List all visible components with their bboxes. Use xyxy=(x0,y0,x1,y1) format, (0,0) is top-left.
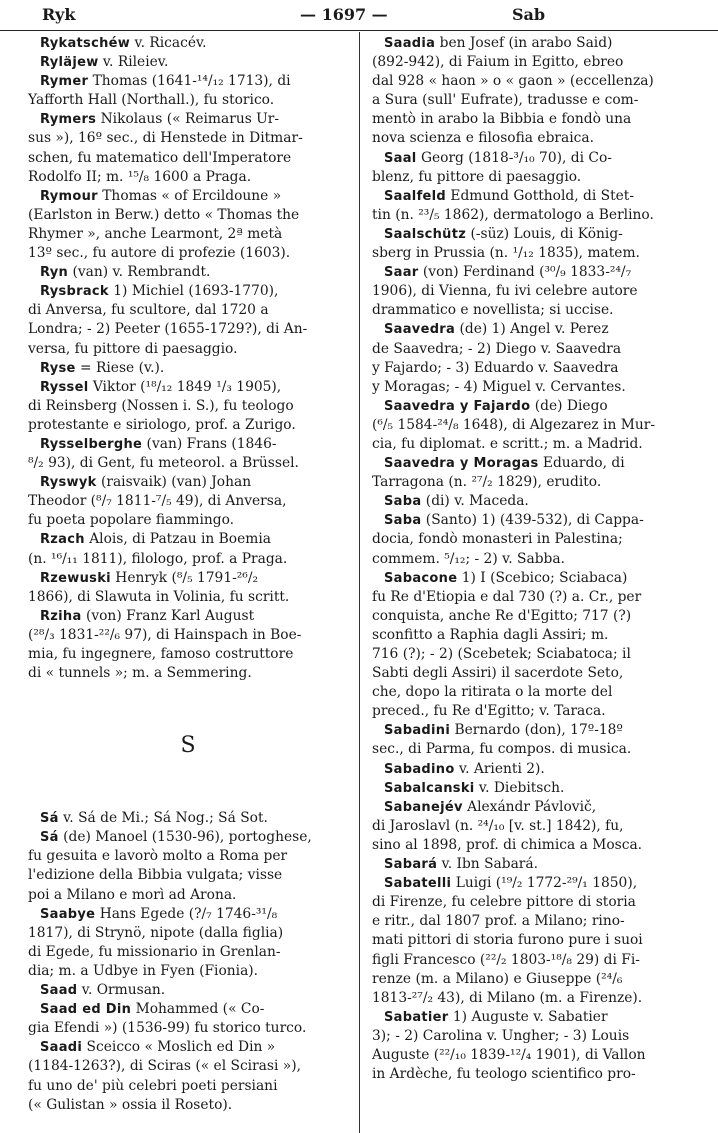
entry-text: sino al 1898, prof. di chimica a Mosca. xyxy=(372,836,643,853)
entry-line xyxy=(28,550,348,569)
entry-headword: Ryläjew xyxy=(40,55,99,71)
entry-line xyxy=(40,473,348,492)
entry-line xyxy=(372,607,700,626)
entry-text: Alois, di Patzau in Boemia xyxy=(84,531,271,548)
section-letter: S xyxy=(180,733,196,759)
entry-text: sus »), 16º sec., di Henstede in Ditmar- xyxy=(28,130,303,147)
entry-headword: Rzach xyxy=(40,532,85,548)
entry-line xyxy=(384,225,700,244)
entry-line xyxy=(40,828,348,847)
entry-line xyxy=(372,1046,700,1065)
entry-text: fu uno de' più celebri poeti persiani xyxy=(28,1077,278,1094)
entry-line xyxy=(372,359,700,378)
entry-line xyxy=(372,702,700,721)
entry-line xyxy=(40,1038,348,1057)
left-entries-top xyxy=(28,34,348,683)
entry-line xyxy=(372,893,700,912)
entry-line xyxy=(28,454,348,473)
entry-text: mentò in arabo la Bibbia e fondò una xyxy=(372,111,632,128)
entry-text: renze (m. a Milano) e Giuseppe (²⁴/₆ xyxy=(372,970,623,987)
entry-text: di « tunnels »; m. a Semmering. xyxy=(28,665,252,682)
dictionary-entry xyxy=(28,905,348,981)
entry-line xyxy=(372,989,700,1008)
entry-text: 1) Auguste v. Sabatier xyxy=(448,1008,608,1025)
entry-text: gia Efendi ») (1536-99) fu storico turco. xyxy=(28,1020,307,1037)
entry-line xyxy=(28,962,348,981)
entry-text: (Earlston in Berw.) detto « Thomas the xyxy=(28,206,300,223)
entry-line xyxy=(372,168,700,187)
entry-headword: Saadi xyxy=(40,1040,83,1056)
entry-line xyxy=(28,244,348,263)
entry-text: 3); - 2) Carolina v. Ungher; - 3) Louis xyxy=(372,1027,630,1044)
entry-headword: Sá xyxy=(40,811,59,827)
entry-line xyxy=(372,416,700,435)
entry-line xyxy=(28,1077,348,1096)
entry-text: = Riese (v.). xyxy=(75,359,165,376)
dictionary-entry xyxy=(372,187,700,225)
entry-text: (raisvaik) (van) Johan xyxy=(96,474,252,491)
entry-text: mia, fu ingegnere, famoso costruttore xyxy=(28,646,294,662)
entry-text: (1184-1263?), di Sciras (« el Scirasi »), xyxy=(28,1058,302,1075)
entry-headword: Saavedra y Fajardo xyxy=(384,398,531,414)
entry-headword: Sabará xyxy=(384,857,438,873)
entry-line xyxy=(40,110,348,129)
entry-line xyxy=(28,320,348,339)
entry-text: (de) Manoel (1530-96), portoghese, xyxy=(58,829,312,846)
entry-line xyxy=(28,847,348,866)
entry-line xyxy=(372,206,700,225)
entry-text: Alexándr Pávlovič, xyxy=(462,798,597,815)
dictionary-entry xyxy=(372,1008,700,1084)
entry-line xyxy=(372,110,700,129)
entry-line xyxy=(372,301,700,320)
entry-text: Eduardo, di xyxy=(538,455,625,472)
entry-text: Rhymer », anche Learmont, 2ª metà xyxy=(28,225,283,242)
entry-line xyxy=(28,397,348,416)
entry-text: cia, fu diplomat. e scritt.; m. a Madrid. xyxy=(372,435,643,452)
entry-line xyxy=(372,244,700,263)
entry-text: (de) Diego xyxy=(530,397,608,414)
left-column xyxy=(28,34,348,1115)
entry-line xyxy=(28,943,348,962)
entry-text: Londra; - 2) Peeter (1655-1729?), di An- xyxy=(28,321,308,338)
entry-headword: Saba xyxy=(384,513,422,529)
entry-line xyxy=(384,187,700,206)
entry-headword: Saba xyxy=(384,494,422,510)
entry-line xyxy=(28,129,348,148)
entry-text: a Sura (sull' Eufrate), tradusse e com- xyxy=(372,92,639,109)
entry-text: (« Gulistan » ossia il Roseto). xyxy=(28,1096,233,1113)
entry-line xyxy=(384,263,700,282)
entry-text: v. Rileiev. xyxy=(98,54,169,71)
entry-text: fu poeta popolare fiammingo. xyxy=(28,512,235,529)
entry-headword: Rymour xyxy=(40,188,98,204)
entry-text: Sceicco « Moslich ed Din » xyxy=(82,1039,276,1056)
entry-text: (van) Frans (1846- xyxy=(142,435,277,452)
entry-line xyxy=(372,530,700,549)
entry-text: 13º sec., fu autore di profezie (1603). xyxy=(28,245,291,262)
entry-line xyxy=(384,511,700,530)
entry-line xyxy=(384,760,700,779)
entry-headword: Rykatschéw xyxy=(40,36,131,51)
entry-line xyxy=(384,874,700,893)
entry-text: fu gesuita e lavorò molto a Roma per xyxy=(28,848,288,865)
entry-headword: Saavedra y Moragas xyxy=(384,456,539,472)
right-column xyxy=(372,34,700,1084)
dictionary-entry xyxy=(28,263,348,282)
left-entries-bottom xyxy=(28,809,348,1115)
dictionary-entry xyxy=(28,110,348,186)
entry-line xyxy=(384,397,700,416)
dictionary-entry xyxy=(372,855,700,874)
entry-text: commem. ⁵/₁₂; - 2) v. Sabba. xyxy=(372,550,565,567)
entry-text: figli Francesco (²²/₂ 1803-¹⁸/₈ 29) di Fi- xyxy=(372,951,640,968)
dictionary-entry xyxy=(372,779,700,798)
entry-headword: Saavedra xyxy=(384,322,456,338)
entry-line xyxy=(40,378,348,397)
entry-headword: Rysbrack xyxy=(40,284,109,300)
entry-headword: Saad ed Din xyxy=(40,1002,132,1018)
entry-headword: Saal xyxy=(384,150,417,166)
entry-line xyxy=(28,206,348,225)
entry-headword: Saalfeld xyxy=(384,188,446,204)
entry-text: ⁸/₂ 93), di Gent, fu meteorol. a Brüssel. xyxy=(28,455,299,472)
dictionary-entry xyxy=(372,760,700,779)
entry-line xyxy=(384,149,700,168)
entry-text: (²⁸/₃ 1831-²²/₆ 97), di Hainspach in Boe- xyxy=(28,626,302,643)
entry-line xyxy=(384,855,700,874)
entry-line xyxy=(28,664,348,683)
dictionary-entry xyxy=(28,187,348,263)
entry-line xyxy=(28,1019,348,1038)
dictionary-entry xyxy=(372,454,700,492)
entry-line xyxy=(40,809,348,828)
right-entries xyxy=(372,34,700,1084)
entry-headword: Rymers xyxy=(40,112,97,128)
entry-text: (van) v. Rembrandt. xyxy=(68,264,211,281)
entry-line xyxy=(372,550,700,569)
entry-line xyxy=(372,378,700,397)
entry-text: v. Ibn Sabará. xyxy=(437,856,539,873)
entry-text: Henryk (⁸/₅ 1791-²⁶/₂ xyxy=(110,569,259,586)
entry-text: Georg (1818-³/₁₀ 70), di Co- xyxy=(416,149,612,166)
entry-text: l'edizione della Bibbia vulgata; visse xyxy=(28,867,283,884)
entry-text: Theodor (⁸/₇ 1811-⁷/₅ 49), di Anversa, xyxy=(28,493,287,510)
entry-text: v. Diebitsch. xyxy=(474,779,565,796)
entry-line xyxy=(384,798,700,817)
entry-text: (-süz) Louis, di König- xyxy=(466,225,623,242)
entry-text: v. Arienti 2). xyxy=(454,760,545,777)
dictionary-entry xyxy=(372,263,700,320)
entry-text: y Moragas; - 4) Miguel v. Cervantes. xyxy=(372,378,626,395)
dictionary-entry xyxy=(372,34,700,149)
entry-line xyxy=(40,1000,348,1019)
entry-text: in Ardèche, fu teologo scientifico pro- xyxy=(372,1066,636,1083)
entry-line xyxy=(40,53,348,72)
entry-text: docia, fondò monasteri in Palestina; xyxy=(372,531,623,548)
entry-line xyxy=(40,530,348,549)
dictionary-entry xyxy=(28,809,348,828)
entry-headword: Rymer xyxy=(40,74,89,90)
entry-text: 1) I (Scebico; Sciabaca) xyxy=(457,569,628,586)
entry-text: fu Re d'Etiopia e dal 730 (?) a. Cr., per xyxy=(372,588,642,605)
entry-line xyxy=(372,817,700,836)
entry-text: Viktor (¹⁸/₁₂ 1849 ¹/₃ 1905), xyxy=(88,378,282,395)
entry-line xyxy=(40,359,348,378)
entry-text: de Saavedra; - 2) Diego v. Saavedra xyxy=(372,340,622,357)
entry-line xyxy=(372,912,700,931)
entry-line xyxy=(372,740,700,759)
entry-line xyxy=(372,836,700,855)
entry-line xyxy=(372,683,700,702)
entry-line xyxy=(372,282,700,301)
entry-line xyxy=(28,924,348,943)
entry-line xyxy=(372,1065,700,1084)
entry-text: Thomas (1641-¹⁴/₁₂ 1713), di xyxy=(88,73,291,90)
entry-line xyxy=(28,886,348,905)
dictionary-entry xyxy=(372,320,700,396)
column-divider xyxy=(359,32,360,1133)
entry-headword: Sabatelli xyxy=(384,876,452,892)
entry-text: drammatico e novellista; si uccise. xyxy=(372,302,614,319)
entry-text: v. Ricacév. xyxy=(130,35,207,51)
entry-text: Sabti degli Assiri) il sacerdote Seto, xyxy=(372,665,624,682)
entry-line xyxy=(40,187,348,206)
entry-line xyxy=(372,473,700,492)
entry-text: (⁶/₅ 1584-²⁴/₈ 1648), di Algezarez in Mur- xyxy=(372,416,656,433)
entry-text: dia; m. a Udbye in Fyen (Fionia). xyxy=(28,962,259,979)
entry-line xyxy=(372,664,700,683)
dictionary-entry xyxy=(28,607,348,683)
dictionary-entry xyxy=(28,530,348,568)
entry-line xyxy=(40,607,348,626)
entry-line xyxy=(372,340,700,359)
entry-text: 716 (?); - 2) (Scebetek; Sciabatoca; il xyxy=(372,646,631,662)
dictionary-entry xyxy=(28,435,348,473)
entry-line xyxy=(384,1008,700,1027)
entry-line xyxy=(384,454,700,473)
entry-headword: Ryssel xyxy=(40,379,89,395)
entry-headword: Sabadino xyxy=(384,761,455,777)
entry-line xyxy=(384,779,700,798)
entry-line xyxy=(40,905,348,924)
entry-headword: Rysselberghe xyxy=(40,436,143,452)
dictionary-entry xyxy=(28,473,348,530)
entry-line xyxy=(28,492,348,511)
entry-text: sberg in Prussia (n. ¹/₁₂ 1835), matem. xyxy=(372,245,640,262)
dictionary-entry xyxy=(372,721,700,759)
entry-text: poi a Milano e morì ad Arona. xyxy=(28,886,237,903)
entry-line xyxy=(28,225,348,244)
dictionary-entry xyxy=(28,1000,348,1038)
entry-line xyxy=(40,282,348,301)
entry-text: Yafforth Hall (Northall.), fu storico. xyxy=(28,92,275,109)
entry-text: Luigi (¹⁹/₂ 1772-²⁹/₁ 1850), xyxy=(451,875,638,892)
entry-text: Nikolaus (« Reimarus Ur- xyxy=(96,111,280,128)
entry-line xyxy=(372,970,700,989)
dictionary-entry xyxy=(28,72,348,110)
entry-text: Edmund Gotthold, di Stet- xyxy=(446,187,634,204)
entry-text: Auguste (²²/₁₀ 1839-¹²/₄ 1901), di Vallon xyxy=(372,1046,646,1063)
entry-text: conquista, anche Re d'Egitto; 717 (?) xyxy=(372,607,632,624)
entry-text: 1) Michiel (1693-1770), xyxy=(108,283,279,300)
entry-text: di Anversa, fu scultore, dal 1720 a xyxy=(28,302,269,319)
entry-text: sec., di Parma, fu compos. di musica. xyxy=(372,741,632,758)
page-header xyxy=(0,0,718,31)
entry-text: versa, fu pittore di paesaggio. xyxy=(28,340,238,357)
dictionary-entry xyxy=(372,492,700,511)
entry-line xyxy=(28,149,348,168)
dictionary-entry xyxy=(28,34,348,53)
entry-text: schen, fu matematico dell'Imperatore xyxy=(28,149,292,166)
entry-line xyxy=(40,263,348,282)
entry-text: preced., fu Re d'Egitto; v. Taraca. xyxy=(372,703,606,720)
header-left-guideword: Ryk xyxy=(42,5,76,24)
entry-line xyxy=(372,931,700,950)
entry-text: 1813-²⁷/₂ 43), di Milano (m. a Firenze). xyxy=(372,989,643,1006)
dictionary-entry xyxy=(28,1038,348,1114)
entry-text: v. Sá de Mi.; Sá Nog.; Sá Sot. xyxy=(58,810,268,827)
entry-text: protestante e siriologo, prof. a Zurigo. xyxy=(28,416,296,433)
entry-line xyxy=(372,129,700,148)
entry-text: (von) Franz Karl August xyxy=(81,607,255,624)
entry-line xyxy=(372,645,700,664)
entry-headword: Sabatier xyxy=(384,1009,449,1025)
entry-headword: Rziha xyxy=(40,608,82,624)
entry-text: (di) v. Maceda. xyxy=(421,493,529,510)
entry-headword: Sabadini xyxy=(384,723,451,739)
dictionary-entry xyxy=(28,282,348,358)
entry-headword: Sabalcanski xyxy=(384,780,475,796)
entry-text: nova scienza e filosofia ebraica. xyxy=(372,130,594,147)
entry-line xyxy=(372,91,700,110)
dictionary-entry xyxy=(372,397,700,454)
entry-line xyxy=(28,511,348,530)
entry-line xyxy=(28,588,348,607)
entry-line xyxy=(372,72,700,91)
entry-text: che, dopo la ritirata o la morte del xyxy=(372,684,613,701)
dictionary-entry xyxy=(372,874,700,1008)
dictionary-entry xyxy=(28,53,348,72)
entry-headword: Rzewuski xyxy=(40,570,111,586)
entry-line xyxy=(372,626,700,645)
entry-line xyxy=(28,866,348,885)
entry-text: blenz, fu pittore di paesaggio. xyxy=(372,168,582,185)
entry-line xyxy=(372,951,700,970)
dictionary-entry xyxy=(372,511,700,568)
entry-line xyxy=(28,626,348,645)
entry-headword: Sá xyxy=(40,830,59,846)
entry-line xyxy=(384,492,700,511)
page-number: — 1697 — xyxy=(300,5,388,24)
dictionary-entry xyxy=(372,149,700,187)
entry-text: v. Ormusan. xyxy=(77,982,166,999)
entry-headword: Sabacone xyxy=(384,570,458,586)
dictionary-entry xyxy=(28,569,348,607)
entry-headword: Saar xyxy=(384,265,419,281)
entry-line xyxy=(372,53,700,72)
entry-line xyxy=(40,72,348,91)
entry-line xyxy=(28,168,348,187)
entry-headword: Sabanejév xyxy=(384,799,463,815)
entry-line xyxy=(28,645,348,664)
entry-text: di Firenze, fu celebre pittore di storia xyxy=(372,894,636,911)
entry-text: (von) Ferdinand (³⁰/₉ 1833-²⁴/₇ xyxy=(418,264,632,281)
entry-line xyxy=(40,981,348,1000)
entry-text: (892-942), di Faium in Egitto, ebreo xyxy=(372,54,624,71)
entry-text: e ritr., dal 1807 prof. a Milano; rino- xyxy=(372,913,625,930)
entry-text: tin (n. ²³/₅ 1862), dermatologo a Berlino. xyxy=(372,206,654,223)
dictionary-entry xyxy=(28,981,348,1000)
entry-text: sconfitto a Raphia dagli Assiri; m. xyxy=(372,626,609,643)
entry-text: 1906), di Vienna, fu ivi celebre autore xyxy=(372,283,638,300)
dictionary-entry xyxy=(372,798,700,855)
entry-line xyxy=(384,34,700,53)
entry-line xyxy=(40,34,348,53)
entry-line xyxy=(384,320,700,339)
entry-text: dal 928 « haon » o « gaon » (eccellenza) xyxy=(372,73,654,90)
entry-text: 1866), di Slawuta in Volinia, fu scritt. xyxy=(28,588,290,605)
entry-line xyxy=(40,569,348,588)
entry-headword: Saalschütz xyxy=(384,226,467,242)
entry-text: Hans Egede (?/₇ 1746-³¹/₈ xyxy=(95,905,278,922)
entry-line xyxy=(28,1057,348,1076)
entry-headword: Ryswyk xyxy=(40,475,97,491)
entry-text: Rodolfo II; m. ¹⁵/₈ 1600 a Praga. xyxy=(28,168,252,185)
entry-text: Bernardo (don), 17º-18º xyxy=(450,722,623,739)
dictionary-entry xyxy=(28,828,348,904)
entry-line xyxy=(28,301,348,320)
entry-line xyxy=(384,721,700,740)
dictionary-entry xyxy=(28,378,348,435)
entry-line xyxy=(384,569,700,588)
entry-text: ben Josef (in arabo Said) xyxy=(435,35,613,51)
entry-text: 1817), di Strynö, nipote (dalla figlia) xyxy=(28,924,284,941)
entry-text: y Fajardo; - 3) Eduardo v. Saavedra xyxy=(372,359,619,376)
dictionary-entry xyxy=(28,359,348,378)
entry-headword: Saabye xyxy=(40,906,96,922)
entry-text: di Jaroslavl (n. ²⁴/₁₀ [v. st.] 1842), fu, xyxy=(372,817,624,834)
entry-line xyxy=(28,340,348,359)
entry-line xyxy=(28,91,348,110)
entry-text: di Reinsberg (Nossen i. S.), fu teologo xyxy=(28,397,294,414)
entry-line xyxy=(372,435,700,454)
entry-text: (n. ¹⁶/₁₁ 1811), filologo, prof. a Praga. xyxy=(28,550,288,567)
entry-headword: Saad xyxy=(40,983,78,999)
dictionary-entry xyxy=(372,225,700,263)
entry-text: (de) 1) Angel v. Perez xyxy=(455,321,609,338)
entry-text: Thomas « of Ercildoune » xyxy=(97,187,282,204)
entry-text: di Egede, fu missionario in Grenlan- xyxy=(28,943,281,960)
entry-headword: Ryn xyxy=(40,265,69,281)
entry-text: Tarragona (n. ²⁷/₂ 1829), erudito. xyxy=(372,474,602,491)
entry-line xyxy=(40,435,348,454)
entry-text: mati pittori di storia furono pure i suoi xyxy=(372,932,643,949)
entry-line xyxy=(28,1096,348,1115)
dictionary-entry xyxy=(372,569,700,722)
entry-line xyxy=(372,588,700,607)
entry-line xyxy=(28,416,348,435)
header-right-guideword: Sab xyxy=(512,5,546,24)
entry-text: (Santo) 1) (439-532), di Cappa- xyxy=(421,512,644,529)
entry-line xyxy=(372,1027,700,1046)
entry-headword: Saadia xyxy=(384,36,436,51)
entry-headword: Ryse xyxy=(40,360,76,376)
entry-text: Mohammed (« Co- xyxy=(131,1001,265,1018)
